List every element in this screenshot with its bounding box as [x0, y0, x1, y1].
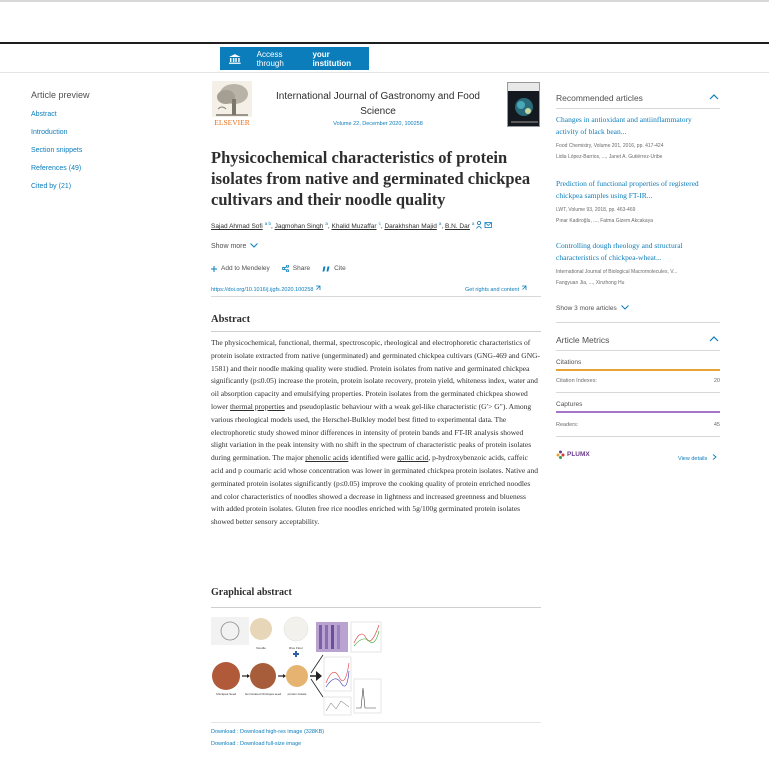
share-button[interactable]: [282, 265, 310, 272]
ga-label: Chickpea Seed: [215, 692, 237, 696]
ga-label: Noodle: [256, 646, 266, 650]
view-details-link[interactable]: [678, 454, 717, 462]
captures-bar: [556, 411, 720, 413]
nav-item-section-snippets[interactable]: Section snippets: [31, 147, 83, 154]
nav-item-references[interactable]: References (49): [31, 165, 82, 172]
author-link[interactable]: Darakhshan Majid: [384, 223, 437, 231]
author-link[interactable]: Sajad Ahmad Sofi: [211, 223, 263, 231]
graphical-abstract-image[interactable]: [211, 613, 391, 718]
author-link[interactable]: Khalid Muzaffar: [331, 223, 377, 231]
graphical-abstract-figure: [211, 613, 391, 718]
divider: [211, 331, 541, 332]
institution-icon: [229, 54, 241, 64]
sub-header-divider: [0, 72, 769, 73]
graphical-abstract-heading: Graphical abstract: [211, 587, 292, 598]
journal-cover-image[interactable]: [507, 82, 540, 127]
add-to-mendeley-button[interactable]: [211, 265, 270, 272]
author-link[interactable]: Jagmohan Singh: [274, 223, 324, 231]
doi-text: https://doi.org/10.1016/j.ijgfs.2020.100258: [211, 287, 314, 293]
thermal-properties-link[interactable]: thermal properties: [229, 401, 285, 411]
download-full-size-link[interactable]: Download : Download full-size image: [211, 741, 302, 747]
plumx-wordmark: PLUMX: [567, 451, 590, 458]
elsevier-wordmark: ELSEVIER: [214, 118, 250, 127]
plumx-icon: [556, 450, 565, 459]
recommended-article-authors: Fangyuan Jia, ..., Xinzhong Hu: [556, 280, 625, 286]
recommended-article-source: LWT, Volume 93, 2018, pp. 463-469: [556, 207, 636, 213]
external-link-icon: [315, 285, 321, 291]
nav-item-cited-by[interactable]: Cited by (21): [31, 183, 72, 190]
abstract-part: The physicochemical, functional, thermal, spectroscopic, rheological and electrophoretic characteristics of protein isolate extracted from native (ungerminated) and germinated chickpea cultivars (GNG-469 and GNG-1581) and their noodle making quality were studied. Protein isolates from native and germinated chickpea significantly (p≤0.05) increase the protein, protein isolate recovery, protein yield, whiteness index, water and oil absorption capacity and emulsifying properties. Protein isolates from the germinated chickpea showed lower: [211, 338, 541, 411]
show-more-authors-button[interactable]: [211, 243, 258, 250]
author-link[interactable]: B.N. Dar: [444, 223, 470, 231]
mendeley-label: Add to Mendeley: [221, 265, 270, 272]
recommended-article-source: Food Chemistry, Volume 201, 2016, pp. 417-424: [556, 143, 664, 149]
divider: [556, 436, 720, 437]
recommended-article-title[interactable]: Controlling dough rheology and structural characteristics of chickpea-wheat...: [556, 241, 683, 262]
chevron-right-icon: [712, 454, 717, 460]
article-preview-nav: [31, 90, 161, 201]
abstract-part: , p-hydroxybenzoic acids, caffeic acid and p coumaric acid whose concentration was lower in germinated chickpea protein isolates. Native and germinated protein isolates significantly (p≤0.05) improve the cooking quality of protein enriched noodles and color characteristics of noodles showed a decrease in lightness and increased greenness and blueness with added protein isolates. Gluten free rice noodles enriched with 5g/100g germinated protein isolates showed better sensory acceptability.: [211, 453, 538, 527]
author-affiliation[interactable]: c: [378, 221, 381, 226]
citation-indexes-value: 20: [713, 378, 720, 384]
rights-link[interactable]: [465, 285, 527, 293]
plus-icon: [211, 266, 217, 272]
abstract-part: and pseudoplastic behaviour with a weak gel-like characteristic (G′> G″). Among various rheological models used, the Herschel-Bulkley model best fitted to experimental data. The electrophoretic study showed minor differences in intensity of protein bands and FT-IR analysis showed slight variation in the peak intensity with no shift in the spectrum of characteristic peaks of protein isolates during germination. The major: [211, 401, 532, 463]
recommended-articles-heading[interactable]: Recommended articles: [556, 93, 643, 103]
access-bold: your institution: [312, 49, 352, 68]
recommended-article-authors: Pınar Kadiroğlu, ..., Fatma Gizem Akcakaya: [556, 218, 653, 224]
readers-label: Readers:: [556, 422, 579, 428]
readers-row: [556, 422, 720, 428]
citation-indexes-label: Citation Indexes:: [556, 378, 597, 384]
view-details-label: View details: [678, 456, 708, 462]
divider: [211, 296, 541, 297]
recommended-article-source: International Journal of Biological Macromolecules, V...: [556, 269, 678, 275]
cite-button[interactable]: [322, 265, 346, 272]
divider: [556, 392, 720, 393]
chevron-down-icon: [250, 243, 258, 248]
nav-item-abstract[interactable]: Abstract: [31, 111, 57, 118]
access-institution-button[interactable]: [220, 47, 369, 70]
journal-volume[interactable]: Volume 22, December 2020, 100258: [333, 121, 423, 127]
doi-link[interactable]: [211, 285, 321, 293]
elsevier-logo[interactable]: [212, 81, 252, 128]
captures-heading: Captures: [556, 401, 583, 408]
author-affiliation[interactable]: a: [471, 221, 475, 226]
citations-heading: Citations: [556, 359, 582, 366]
abstract-heading: Abstract: [211, 314, 251, 325]
external-link-icon: [521, 285, 527, 291]
divider: [556, 322, 720, 323]
divider: [211, 607, 541, 608]
quote-icon: [322, 266, 330, 272]
divider: [556, 108, 720, 109]
author-affiliation[interactable]: a: [325, 221, 328, 226]
nav-item-introduction[interactable]: Introduction: [31, 129, 68, 136]
chevron-up-icon[interactable]: [709, 336, 719, 342]
person-icon[interactable]: [477, 222, 482, 229]
chevron-down-icon: [621, 305, 629, 310]
article-tools: [211, 265, 346, 272]
header-divider: [0, 42, 769, 44]
top-border: [0, 0, 769, 2]
abstract-text: [211, 337, 541, 529]
access-prefix: Access through: [256, 49, 284, 68]
cite-label: Cite: [334, 265, 346, 272]
abstract-part: identified were: [348, 453, 398, 463]
recommended-article-authors: Lidia López-Barrios, ..., Janet A. Gutiérrez-Uribe: [556, 154, 663, 160]
journal-title[interactable]: International Journal of Gastronomy and Food Science: [275, 91, 480, 117]
divider: [556, 350, 720, 351]
show-more-articles-button[interactable]: [556, 305, 629, 312]
show-more-label: Show more: [211, 243, 247, 250]
share-label: Share: [292, 265, 311, 272]
plumx-logo[interactable]: [556, 450, 590, 459]
citation-indexes-row: [556, 378, 720, 384]
author-affiliation[interactable]: a: [438, 221, 442, 226]
recommended-article-title[interactable]: Prediction of functional properties of registered chickpea samples using FT-IR...: [556, 179, 699, 200]
ga-label: protein Isolate: [287, 692, 307, 696]
readers-value: 45: [713, 422, 720, 428]
gallic-acid-link[interactable]: gallic acid: [397, 453, 429, 463]
ga-label: Rice Flour: [289, 646, 303, 650]
divider: [211, 722, 541, 723]
share-icon: [282, 265, 289, 272]
rights-text: Get rights and content: [465, 287, 520, 293]
article-metrics-heading[interactable]: Article Metrics: [556, 335, 610, 345]
chevron-up-icon[interactable]: [709, 94, 719, 100]
recommended-article-title[interactable]: Changes in antioxidant and antiinflammatory activity of black bean...: [556, 115, 692, 136]
cover-art-icon: [508, 83, 540, 127]
download-high-res-link[interactable]: Download : Download high-res image (328KB): [211, 729, 325, 735]
corresponding-author-icons: [476, 221, 492, 231]
citations-bar: [556, 369, 720, 371]
author-affiliation[interactable]: a b: [264, 221, 271, 226]
nav-title: Article preview: [31, 90, 90, 100]
article-title: Physicochemical characteristics of protein isolates from native and germinated chickpea cultivars and their noodle quality: [211, 148, 531, 209]
email-icon[interactable]: [485, 223, 492, 228]
ga-label: Germinated Chickpea seed: [244, 692, 282, 696]
phenolic-acids-link[interactable]: phenolic acids: [305, 453, 349, 463]
show-more-articles-label: Show 3 more articles: [556, 305, 617, 312]
author-list: Sajad Ahmad Sofi $^{a b}$, Jagmohan Singh $^a$, Khalid Muzaffar $^c$, Darakhshan Majid $^a$, B.N. Dar $^a$: [211, 221, 541, 231]
